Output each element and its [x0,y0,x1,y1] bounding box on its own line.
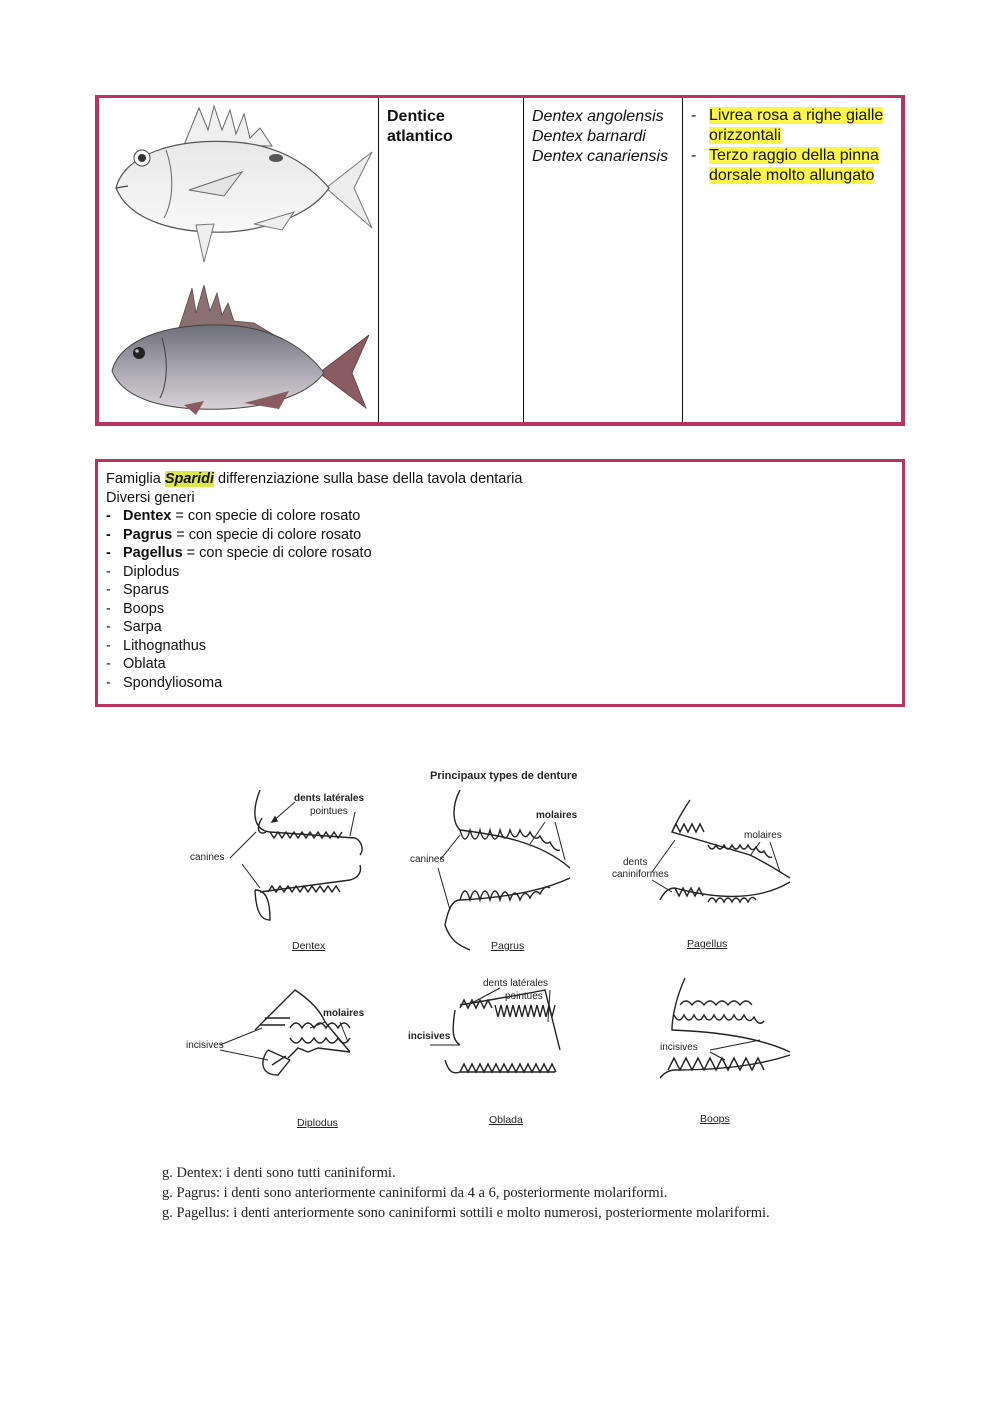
label-incisives: incisives [660,1042,698,1053]
list-dash: - [106,656,111,672]
family-prefix: Famiglia [106,471,165,487]
scientific-name: Dentex barnardi [532,128,646,145]
label-incisives: incisives [186,1040,224,1051]
list-dash: - [106,600,111,617]
label-dents-laterales: dents latérales [294,793,365,804]
note-line: g. Pagrus: i denti sono anteriormente caniniformi da 4 a 6, posteriormente molariformi. [162,1185,668,1201]
genus-item [106,674,894,693]
trait-text: Livrea rosa a righe gialle [709,107,884,124]
genus-item [106,618,894,637]
label-canines: canines [190,852,225,863]
genus-name: Lithognathus [123,637,207,654]
list-dash: - [106,674,111,691]
trait-text: dorsale molto allungato [709,167,875,184]
genera-subheading: Diversi generi [106,489,195,506]
species-table [95,95,905,426]
label-molaires: molaires [536,810,578,821]
genus-name: Spondyliosoma [123,674,223,691]
trait-text: orizzontali [709,127,782,144]
list-dash: - [106,545,111,561]
genus-name: Diplodus [123,563,180,580]
figure-title: Principaux types de denture [430,770,578,782]
genus-description: = con specie di colore rosato [182,545,372,561]
genus-name: Pagellus [123,545,183,561]
genus-name: Sparus [123,582,169,598]
genus-name: Oblata [123,656,166,672]
diplodus-jaw-drawing [220,990,350,1075]
pagellus-jaw-drawing [652,800,790,902]
label-molaires: molaires [744,830,782,841]
note-line: g. Dentex: i denti sono tutti caniniformi. [162,1165,396,1181]
genus-item [106,600,894,619]
caption-pagellus: Pagellus [687,938,728,950]
label-incisives: incisives [408,1031,451,1042]
label-dents-laterales: dents latérales [483,978,549,989]
genus-item [106,563,894,582]
boops-jaw-drawing [660,978,790,1078]
label-caniniformes: caniniformes [612,869,669,880]
genus-name: Sarpa [123,619,162,635]
list-dash: - [106,582,111,598]
genus-description: = con specie di colore rosato [171,508,361,524]
fish-images-cell [99,98,379,422]
caption-boops: Boops [700,1113,730,1125]
genus-item [106,544,894,563]
genus-item [106,655,894,674]
label-pointues: pointues [505,991,543,1002]
label-canines: canines [410,854,445,865]
caption-diplodus: Diplodus [297,1117,338,1129]
label-pointues: pointues [310,806,348,817]
genus-name: Boops [123,600,165,617]
genera-list [106,507,894,692]
list-dash: - [106,619,111,635]
label-molaires: molaires [323,1008,365,1019]
common-name-cell [379,98,524,422]
list-dash: - [106,508,111,524]
caption-dentex: Dentex [292,940,326,952]
common-name-line2: atlantico [387,128,453,145]
genus-item [106,507,894,526]
trait-text: Terzo raggio della pinna [709,147,879,164]
genus-description: = con specie di colore rosato [172,526,362,543]
genus-item [106,637,894,656]
genus-name: Dentex [123,508,172,524]
scientific-name: Dentex canariensis [532,148,669,165]
common-name-line1: Dentice [387,108,445,125]
family-box [95,459,905,707]
trait-item [691,106,895,146]
fish-drawing-illustration [104,100,384,270]
list-dash: - [106,563,111,580]
genus-item [106,526,894,545]
list-dash: - [106,637,111,654]
list-dash: - [106,526,111,543]
caption-pagrus: Pagrus [491,940,525,952]
caption-oblada: Oblada [489,1114,523,1126]
list-dash: - [691,147,697,164]
dentition-figure [160,760,860,1140]
genus-notes [162,1163,770,1223]
label-dents: dents [623,857,648,868]
traits-cell [683,98,901,422]
family-heading [106,470,894,489]
scientific-names-cell [524,98,683,422]
genus-name: Pagrus [123,526,173,543]
genus-item [106,581,894,600]
list-dash: - [691,107,697,124]
family-name: Sparidi [164,471,214,487]
fish-photo-illustration [104,283,379,418]
scientific-name: Dentex angolensis [532,108,664,125]
note-line: g. Pagellus: i denti anteriormente sono caniniformi sottili e molto numerosi, posteriormente molariformi. [162,1205,770,1221]
trait-item [691,146,895,186]
family-suffix: differenziazione sulla base della tavola dentaria [213,471,523,487]
